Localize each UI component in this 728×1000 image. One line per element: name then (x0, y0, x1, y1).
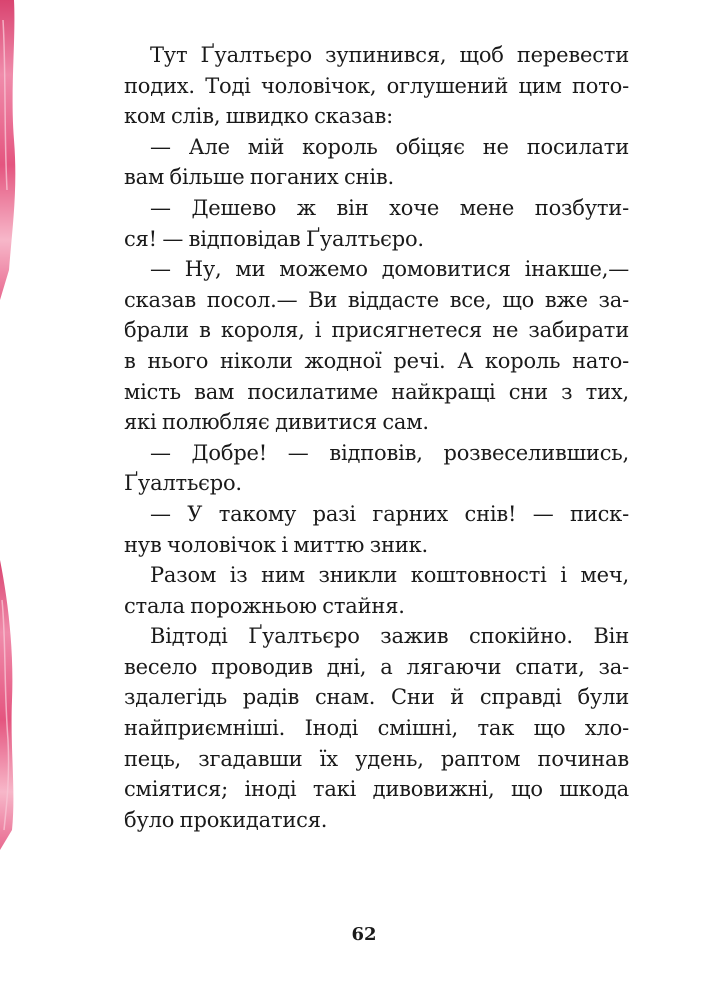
text-line: весело проводив дні, а лягаючи спати, за- (124, 654, 629, 679)
text-line: нув чоловічок і миттю зник. (124, 532, 428, 557)
text-line: — Але мій король обіцяє не посилати (150, 134, 629, 159)
text-line: було прокидатися. (124, 807, 328, 832)
text-line: пець, згадавши їх удень, раптом починав (124, 746, 629, 771)
story-text (124, 40, 629, 835)
text-line: сказав посол.— Ви віддасте все, що вже за- (124, 287, 629, 312)
text-line: мість вам посилатиме найкращі сни з тих, (124, 379, 629, 404)
page-number: 62 (351, 924, 377, 945)
text-line: сміятися; іноді такі дивовижні, що шкода (124, 777, 629, 802)
text-line: Тут Ґуалтьєро зупинився, щоб перевести (150, 43, 629, 67)
text-line: здалегідь радів снам. Сни й справді були (124, 685, 629, 710)
text-line: — У такому разі гарних снів! — писк- (150, 501, 629, 526)
text-line: — Добре! — відповів, розвеселившись, (150, 440, 629, 465)
illustration-edge (0, 0, 24, 1000)
text-line: в нього ніколи жодної речі. А король нато- (124, 348, 629, 373)
text-line: вам більше поганих снів. (124, 165, 394, 190)
text-line: Відтоді Ґуалтьєро зажив спокійно. Він (150, 624, 629, 649)
text-line: ком слів, швидко сказав: (124, 104, 393, 129)
text-line: ся! — відповідав Ґуалтьєро. (124, 226, 424, 251)
text-line: — Ну, ми можемо домовитися інакше,— (150, 257, 629, 282)
text-line: брали в короля, і присягнетеся не забирати (124, 318, 629, 343)
text-line: найприємніші. Іноді смішні, так що хло- (124, 716, 629, 741)
text-line: стала порожньою стайня. (124, 593, 405, 618)
text-line: які полюбляє дивитися сам. (124, 410, 429, 435)
text-line: Разом із ним зникли коштовності і меч, (150, 563, 629, 588)
text-line: Ґуалтьєро. (124, 471, 242, 496)
text-line: подих. Тоді чоловічок, оглушений цим пото- (124, 73, 629, 98)
text-line: — Дешево ж він хоче мене позбути- (150, 195, 629, 220)
